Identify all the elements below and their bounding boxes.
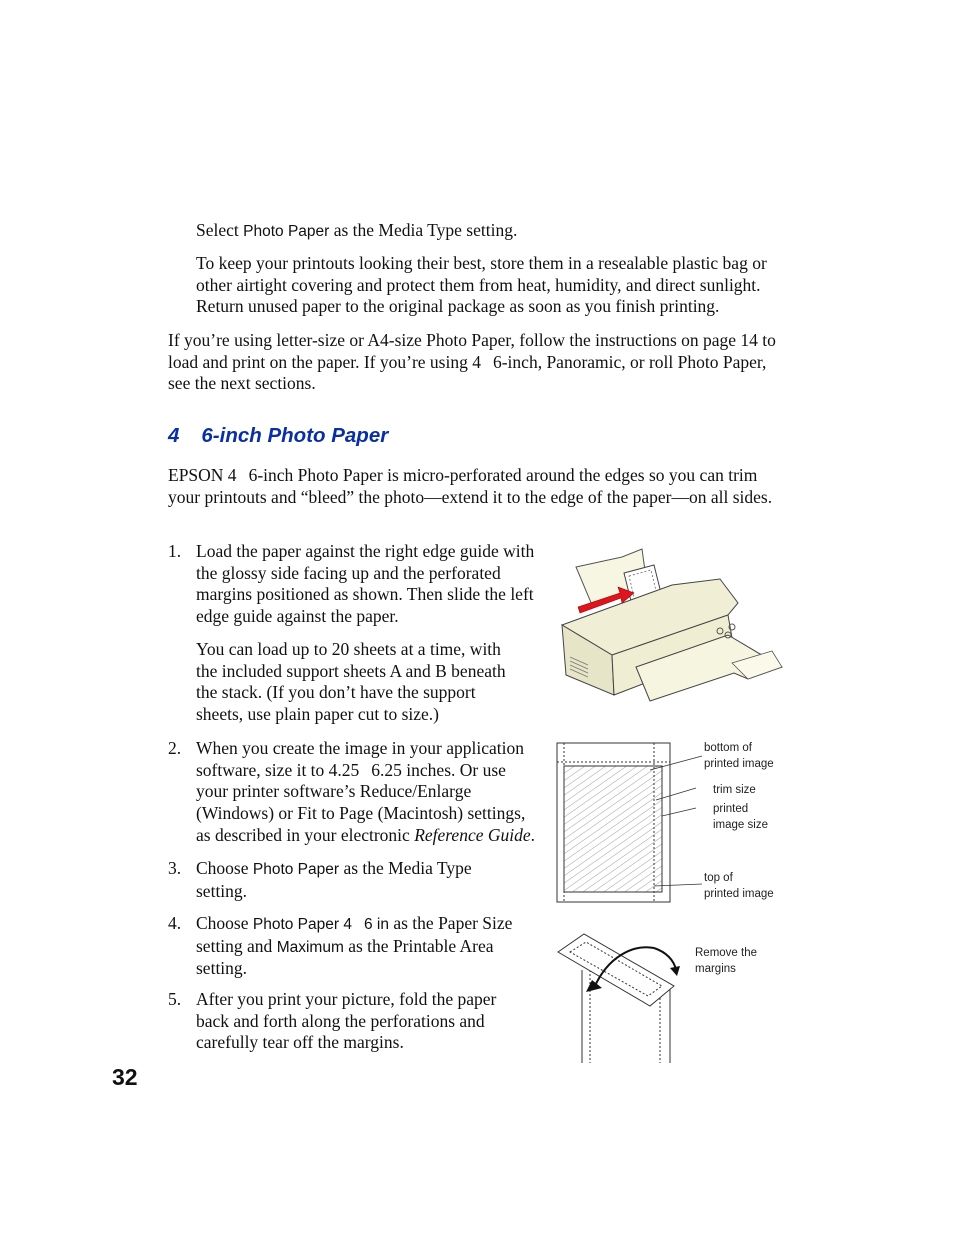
step-4-number: 4.	[168, 913, 182, 933]
step-2-number: 2.	[168, 738, 182, 758]
caption-remove-the-margins: Remove the margins	[695, 947, 758, 975]
page-number: 32	[112, 1064, 138, 1090]
step-1-subtext: You can load up to 20 sheets at a time, with the included support sheets A and B beneath the stack. (If you don’t have the support sheets, use plain paper cut to size.)	[196, 639, 506, 725]
note-storage: To keep your printouts looking their best, store them in a resealable plastic bag or other airtight covering and protect them from heat, humidity, and direct sunlight. Return unused paper to the original package as soon as you finish printing.	[196, 253, 767, 317]
step-3-text: Choose Photo Paper as the Media Type setting.	[196, 858, 472, 901]
caption-printed-image-size: printed image size	[713, 803, 768, 831]
caption-trim-size: trim size	[713, 784, 756, 796]
step-3-number: 3.	[168, 858, 182, 878]
step-4-text: Choose Photo Paper 4 6 in as the Paper Size setting and Maximum as the Printable Area setting.	[196, 913, 513, 979]
note-media-type: Select Photo Paper as the Media Type setting.	[196, 220, 518, 240]
step-1-text: Load the paper against the right edge guide with the glossy side facing up and the perforated margins positioned as shown. Then slide the left edge guide against the paper.	[196, 541, 535, 627]
paragraph-description: EPSON 4 6-inch Photo Paper is micro-perforated around the edges so you can trim your printouts and “bleed” the photo—extend it to the edge of the paper—on all sides.	[168, 465, 773, 507]
step-5-number: 5.	[168, 989, 182, 1009]
step-1-number: 1.	[168, 541, 182, 561]
caption-bottom-of-printed-image: bottom of printed image	[704, 742, 774, 770]
section-heading: 4 6-inch Photo Paper	[168, 424, 389, 447]
caption-top-of-printed-image: top of printed image	[704, 872, 774, 900]
trim-diagram-leaders	[640, 750, 710, 900]
fold-margins-diagram	[556, 930, 696, 1065]
step-2-text: When you create the image in your application software, size it to 4.25 6.25 inches. Or use your printer software’s Reduce/Enlarge (Windows) or Fit to Page (Macintosh) settings, as described in your electronic Reference Guide.	[196, 738, 536, 845]
paragraph-intro: If you’re using letter-size or A4-size Photo Paper, follow the instructions on page 14 to load and print on the paper. If you’re using 4 6-inch, Panoramic, or roll Photo Paper, see the next sections.	[168, 330, 776, 394]
printer-illustration	[552, 545, 784, 700]
step-5-text: After you print your picture, fold the paper back and forth along the perforations and carefully tear off the margins.	[196, 989, 497, 1053]
